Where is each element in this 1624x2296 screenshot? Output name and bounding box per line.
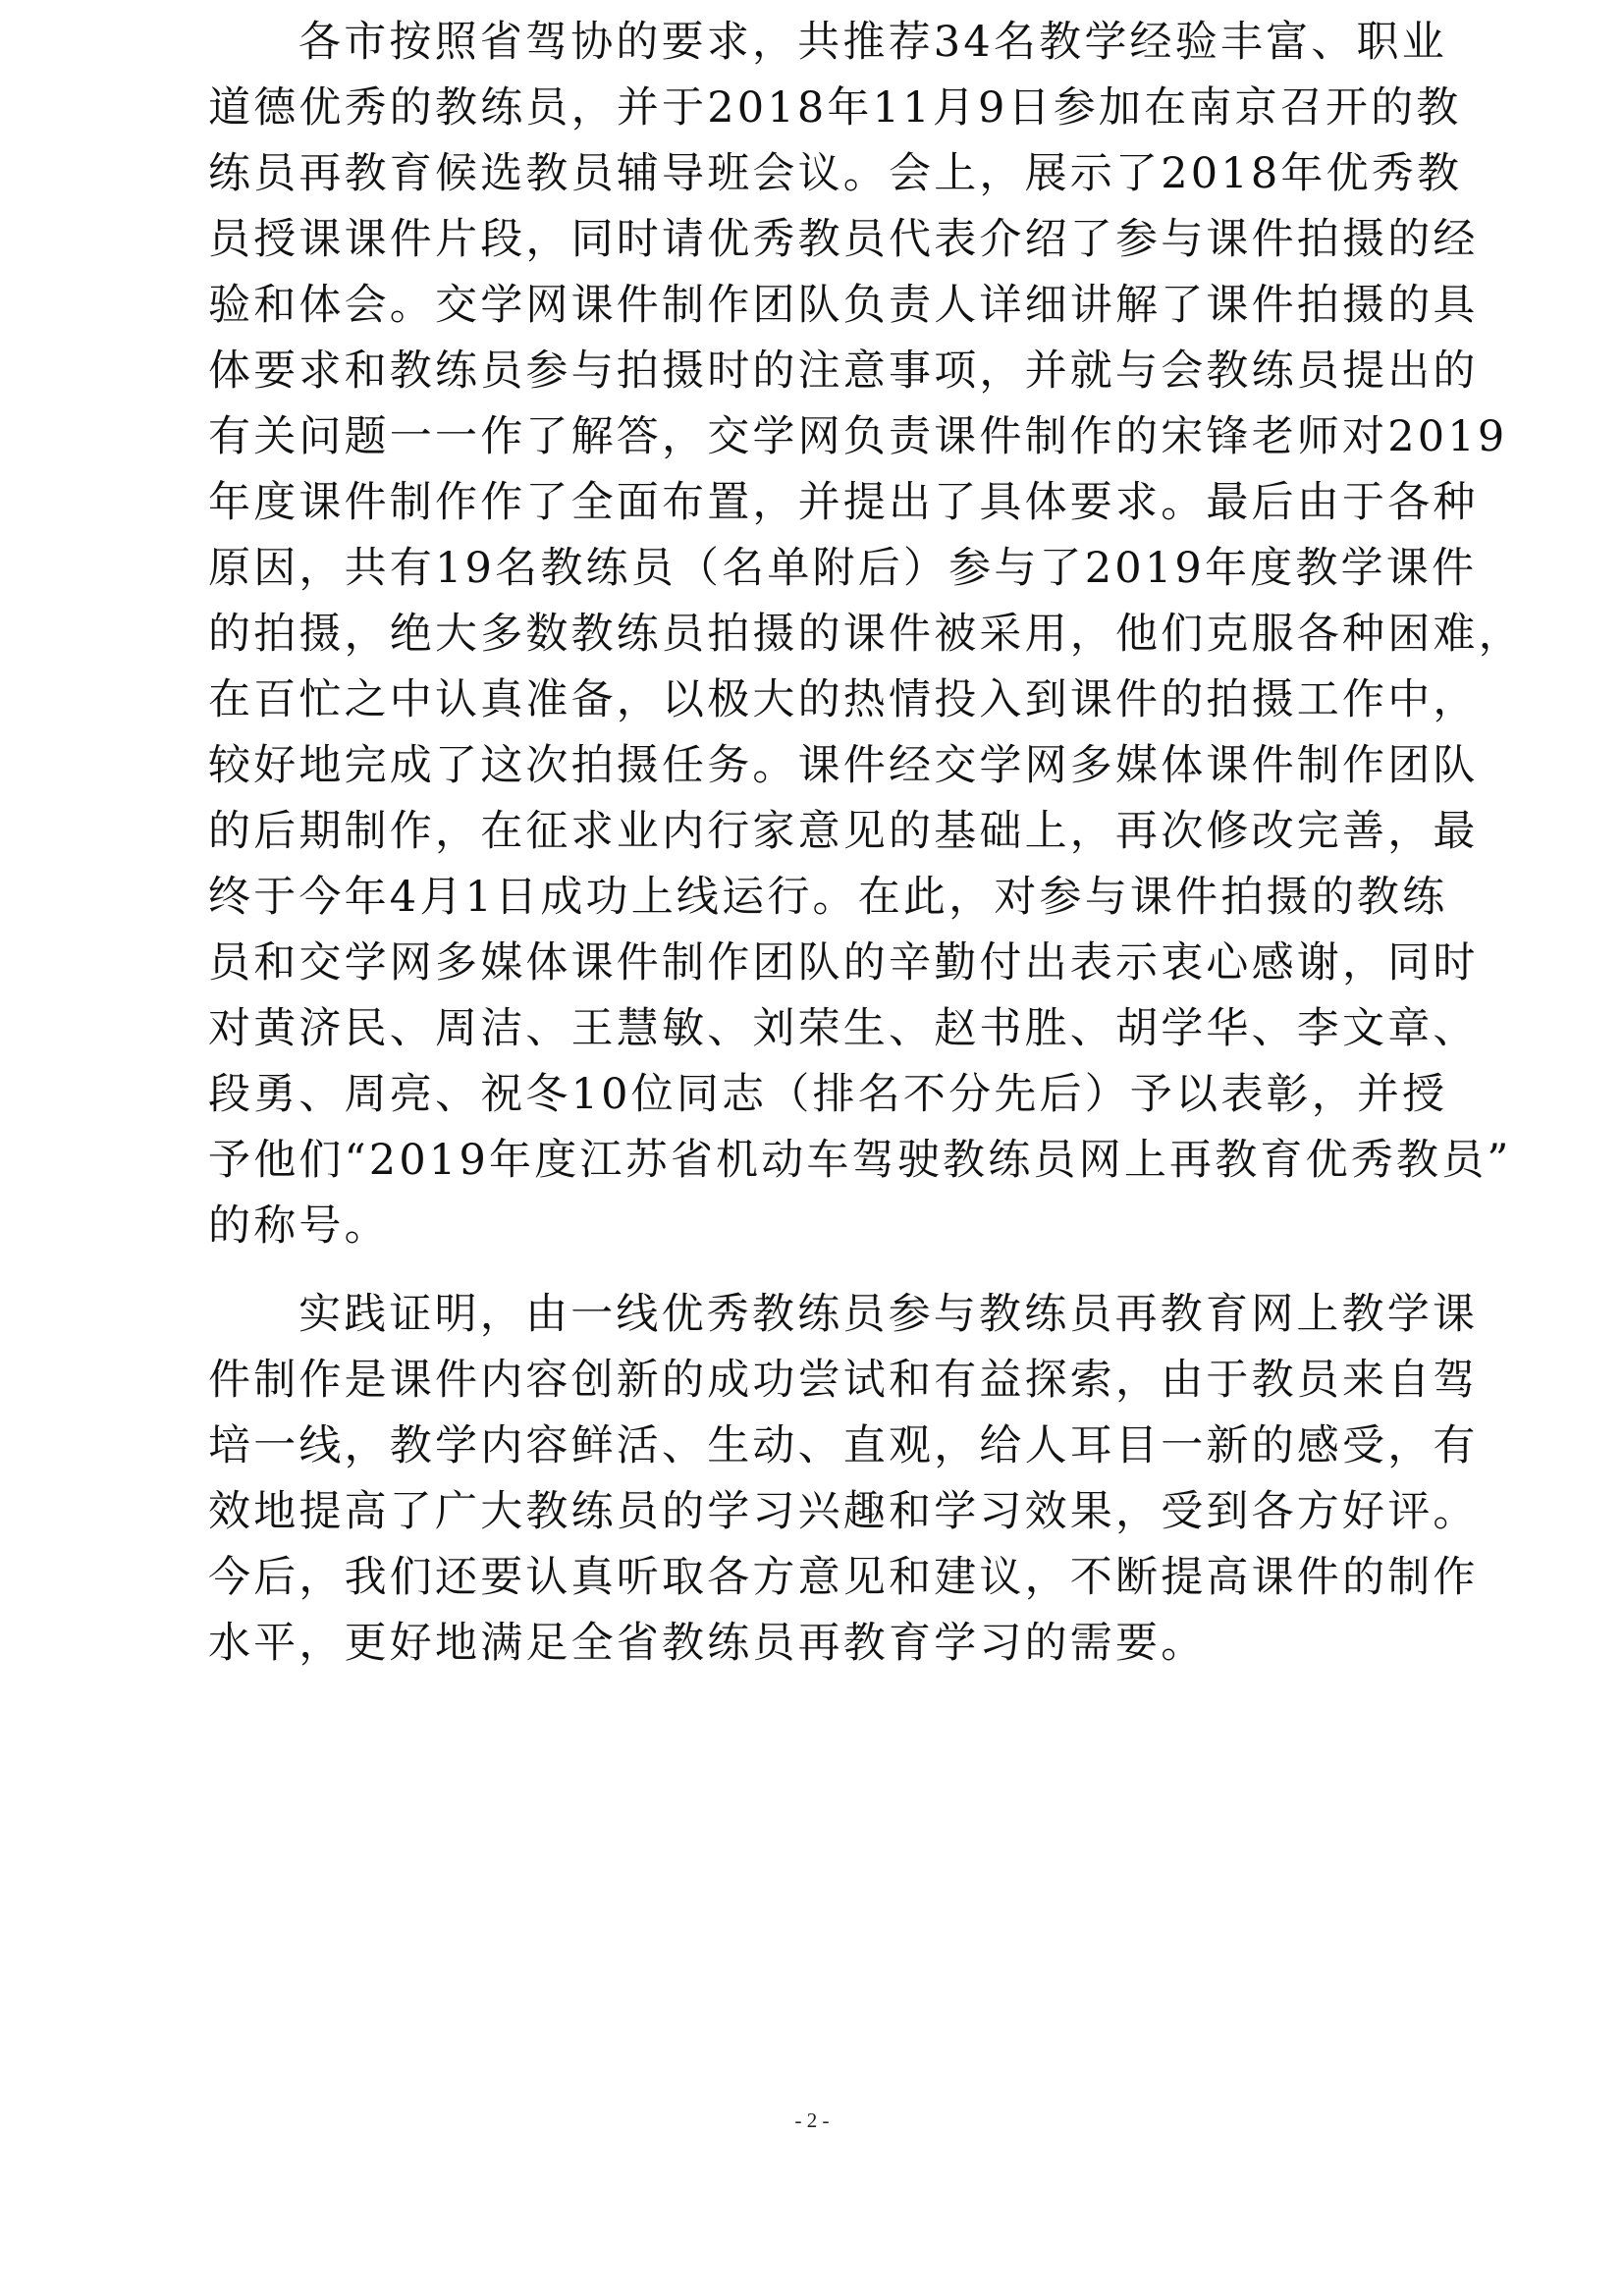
paragraph-line: 验和体会。交学网课件制作团队负责人详细讲解了课件拍摄的具 — [208, 281, 1479, 330]
paragraph-line: 有关问题一一作了解答，交学网负责课件制作的宋锋老师对2019 — [208, 412, 1508, 461]
paragraph-1 — [208, 10, 1524, 1259]
paragraph-line: 原因，共有19名教练员（名单附后）参与了2019年度教学课件 — [208, 544, 1478, 593]
paragraph-line: 水平，更好地满足全省教练员再教育学习的需要。 — [208, 1619, 1207, 1668]
paragraph-line: 较好地完成了这次拍摄任务。课件经交学网多媒体课件制作团队 — [208, 741, 1479, 790]
paragraph-line: 的称号。 — [208, 1201, 390, 1251]
paragraph-line: 实践证明，由一线优秀教练员参与教练员再教育网上教学课 — [298, 1290, 1479, 1339]
body-text — [208, 10, 1524, 1677]
paragraph-line: 件制作是课件内容创新的成功尝试和有益探索，由于教员来自驾 — [208, 1356, 1479, 1405]
paragraph-line: 予他们“2019年度江苏省机动车驾驶教练员网上再教育优秀教员” — [208, 1136, 1512, 1185]
paragraph-line: 员授课课件片段，同时请优秀教员代表介绍了参与课件拍摄的经 — [208, 215, 1479, 264]
paragraph-2 — [208, 1282, 1479, 1677]
paragraph-line: 对黄济民、周洁、王慧敏、刘荣生、赵书胜、胡学华、李文章、 — [208, 1004, 1479, 1053]
paragraph-line: 终于今年4月1日成功上线运行。在此，对参与课件拍摄的教练 — [208, 873, 1448, 922]
paragraph-line: 段勇、周亮、祝冬10位同志（排名不分先后）予以表彰，并授 — [208, 1070, 1448, 1119]
paragraph-spacer — [208, 1259, 1426, 1282]
paragraph-line: 员和交学网多媒体课件制作团队的辛勤付出表示衷心感谢，同时 — [208, 938, 1479, 988]
paragraph-line: 培一线，教学内容鲜活、生动、直观，给人耳目一新的感受，有 — [208, 1421, 1479, 1470]
paragraph-line: 的拍摄，绝大多数教练员拍摄的课件被采用，他们克服各种困难， — [208, 610, 1524, 659]
paragraph-line: 今后，我们还要认真听取各方意见和建议，不断提高课件的制作 — [208, 1553, 1479, 1602]
paragraph-line: 在百忙之中认真准备，以极大的热情投入到课件的拍摄工作中， — [208, 675, 1479, 724]
paragraph-line: 的后期制作，在征求业内行家意见的基础上，再次修改完善，最 — [208, 807, 1479, 856]
paragraph-line: 道德优秀的教练员，并于2018年11月9日参加在南京召开的教 — [208, 83, 1462, 133]
paragraph-line: 年度课件制作作了全面布置，并提出了具体要求。最后由于各种 — [208, 478, 1479, 527]
paragraph-line: 体要求和教练员参与拍摄时的注意事项，并就与会教练员提出的 — [208, 347, 1479, 396]
paragraph-line: 练员再教育候选教员辅导班会议。会上，展示了2018年优秀教 — [208, 149, 1463, 198]
paragraph-line: 效地提高了广大教练员的学习兴趣和学习效果，受到各方好评。 — [208, 1487, 1479, 1536]
page-number: - 2 - — [794, 2109, 830, 2132]
paragraph-line: 各市按照省驾协的要求，共推荐34名教学经验丰富、职业 — [298, 18, 1447, 67]
